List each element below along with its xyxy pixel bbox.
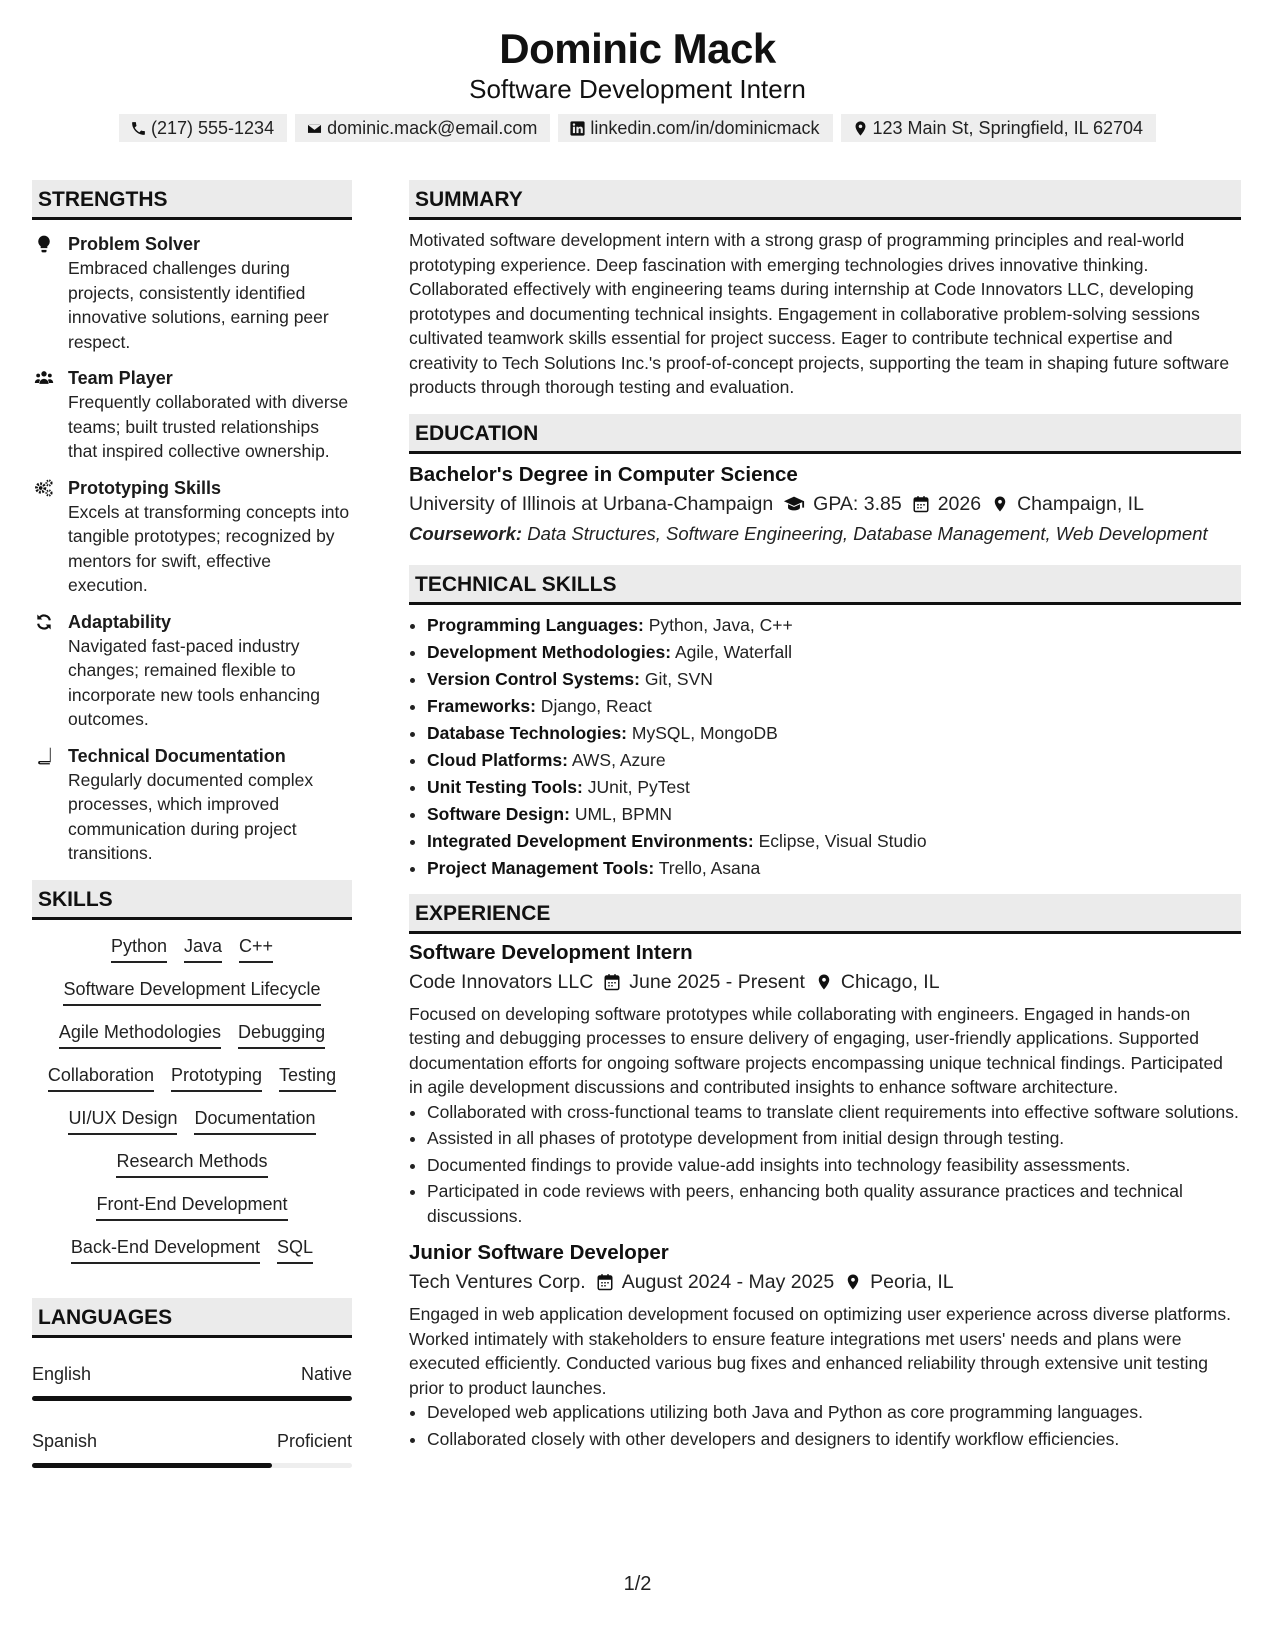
languages-list — [32, 1362, 352, 1468]
tech-skill-value: UML, BPMN — [569, 803, 673, 824]
map-pin-icon — [844, 1273, 862, 1291]
skill-tag: Collaboration — [48, 1063, 154, 1092]
strength-desc: Regularly documented complex processes, which improved communication during project transitions. — [68, 769, 314, 863]
strength-desc: Embraced challenges during projects, consistently identified innovative solutions, earning peer respect. — [68, 258, 329, 352]
experience-heading: EXPERIENCE — [409, 894, 1241, 934]
skill-tag: Debugging — [238, 1020, 325, 1049]
gpa-item — [783, 490, 902, 518]
linkedin-icon — [569, 120, 586, 137]
job-meta — [409, 968, 1241, 996]
job-bullets — [409, 1400, 1241, 1451]
map-pin-icon — [852, 120, 869, 137]
language-proficiency-fill — [32, 1463, 272, 1468]
skill-row — [32, 1020, 352, 1049]
skill-tag: Testing — [279, 1063, 336, 1092]
company-name: Tech Ventures Corp. — [409, 1271, 586, 1293]
tech-skill-label: Database Technologies: — [427, 722, 628, 743]
tech-skill-item — [427, 612, 1241, 639]
coursework-label: Coursework: — [409, 522, 523, 544]
tech-skill-label: Software Design: — [427, 803, 570, 824]
candidate-role: Software Development Intern — [469, 74, 806, 104]
summary-text: Motivated software development intern with a strong grasp of programming principles and real-world prototyping experience. Deep fascination with emerging technologies drives innovative thinking. Collaborated effectively with engineering teams during internship at Code Innovators LLC, developing prototypes and documenting technical insights. Engagement in collaborative problem-solving sessions cultivated teamwork skills essential for project success. Eager to contribute technical expertise and creativity to Tech Solutions Inc.'s proof-of-concept projects, supporting the team in shaping future software products through thorough testing and evaluation. — [409, 230, 1230, 397]
strength-title: Adaptability — [68, 611, 172, 632]
job-dates: August 2024 - May 2025 — [621, 1271, 835, 1293]
school-name: University of Illinois at Urbana-Champaign — [409, 492, 774, 515]
job-title: Software Development Intern — [409, 940, 693, 964]
language-name: English — [32, 1363, 92, 1384]
map-pin-icon — [815, 973, 833, 991]
coursework — [409, 522, 1241, 546]
users-icon — [32, 366, 56, 464]
job-title: Junior Software Developer — [409, 1241, 669, 1264]
skill-tag: Back-End Development — [71, 1235, 260, 1264]
job-summary: Engaged in web application development focused on optimizing user experience across diverse platforms. Worked intimately with stakeholders to ensure feature integrations met users' needs and plans were executed efficiently. Conducted various bug fixes and enhanced reliability through extensive unit testing prior to product launches. — [409, 1304, 1231, 1398]
technical-skills-list — [409, 612, 1241, 882]
skill-tag: Research Methods — [116, 1149, 267, 1178]
job-bullet: • Participated in code reviews with peers, enhancing both quality assurance practices and technical discussions. — [427, 1179, 1241, 1228]
strength-item — [32, 744, 352, 866]
skill-tag: Agile Methodologies — [59, 1020, 221, 1049]
job-dates-item — [603, 968, 805, 996]
candidate-name: Dominic Mack — [499, 25, 776, 72]
calendar-icon — [596, 1273, 614, 1291]
tech-skill-label: Version Control Systems: — [427, 668, 640, 689]
tech-skill-item — [427, 693, 1241, 720]
skill-row — [32, 1192, 352, 1221]
strengths-heading: STRENGTHS — [32, 180, 352, 220]
job-summary: Focused on developing software prototypes while collaborating with engineers. Engaged in hands-on testing and debugging processes to ensure delivery of engaging, user-friendly applications. Supported documentation efforts for ongoing software projects encompassing unique technical findings. Participated in agile development discussions and contributed insights to enhance software architecture. — [409, 1003, 1223, 1097]
tech-skill-value: Agile, Waterfall — [671, 641, 792, 662]
strength-title: Technical Documentation — [68, 745, 286, 766]
job-bullet: • Assisted in all phases of prototype development from initial design through testing. — [427, 1126, 1241, 1151]
skill-tag: Front-End Development — [96, 1192, 287, 1221]
job-bullet: • Collaborated with cross-functional teams to translate client requirements into effective software solutions. — [427, 1100, 1241, 1125]
tech-skill-item — [427, 639, 1241, 666]
school-location-item — [991, 490, 1144, 518]
grad-year: 2026 — [937, 492, 982, 515]
page-number: 1/2 — [623, 1573, 652, 1595]
strength-item — [32, 610, 352, 732]
skill-tag: Java — [184, 934, 222, 963]
tech-skill-item — [427, 747, 1241, 774]
tech-skill-label: Programming Languages: — [427, 614, 644, 635]
degree-title: Bachelor's Degree in Computer Science — [409, 462, 798, 486]
strength-desc: Frequently collaborated with diverse teams; built trusted relationships that inspired collective ownership. — [68, 392, 349, 461]
language-item — [32, 1429, 352, 1453]
job-dates: June 2025 - Present — [629, 970, 805, 993]
language-item — [32, 1362, 352, 1386]
skills-list — [32, 934, 352, 1264]
contact-address-text: 123 Main St, Springfield, IL 62704 — [872, 118, 1144, 138]
contact-email[interactable] — [295, 114, 550, 142]
job-bullets — [409, 1100, 1241, 1229]
tech-skill-value: Python, Java, C++ — [643, 614, 793, 635]
tech-skill-value: Git, SVN — [639, 668, 713, 689]
strengths-list — [32, 232, 352, 866]
skill-row — [32, 1063, 352, 1092]
skill-row — [32, 1149, 352, 1178]
tech-skill-value: Eclipse, Visual Studio — [753, 830, 927, 851]
contact-linkedin[interactable] — [558, 114, 832, 142]
language-proficiency-fill — [32, 1396, 352, 1401]
strength-item — [32, 366, 352, 464]
refresh-icon — [32, 610, 56, 732]
skill-row — [32, 1235, 352, 1264]
skill-tag: Prototyping — [171, 1063, 262, 1092]
skill-tag: UI/UX Design — [68, 1106, 177, 1135]
book-icon — [32, 744, 56, 866]
calendar-icon — [912, 495, 930, 513]
job-location: Chicago, IL — [840, 970, 940, 993]
summary-heading: SUMMARY — [409, 180, 1241, 220]
grad-year-item — [912, 490, 981, 518]
job-location-item — [815, 968, 940, 996]
resume-header — [0, 0, 1275, 142]
tech-skill-label: Project Management Tools: — [427, 857, 655, 878]
tech-skill-item — [427, 666, 1241, 693]
tech-skill-label: Development Methodologies: — [427, 641, 672, 662]
contact-address — [841, 114, 1157, 142]
calendar-icon — [603, 973, 621, 991]
education-meta — [409, 490, 1241, 518]
skill-tag: SQL — [277, 1235, 313, 1264]
tech-skill-value: Django, React — [535, 695, 652, 716]
job-location-item — [844, 1268, 953, 1296]
language-level: Proficient — [276, 1430, 352, 1451]
strength-desc: Excels at transforming concepts into tangible prototypes; recognized by mentors for swift, effective execution. — [68, 501, 350, 595]
skills-heading: SKILLS — [32, 880, 352, 920]
tech-skill-value: Trello, Asana — [654, 857, 761, 878]
skill-row — [32, 1106, 352, 1135]
language-proficiency-bar — [32, 1463, 352, 1468]
contact-email-text: dominic.mack@email.com — [327, 118, 538, 138]
tech-skill-label: Frameworks: — [427, 695, 536, 716]
language-name: Spanish — [32, 1430, 98, 1451]
gpa-text: GPA: 3.85 — [813, 492, 902, 515]
languages-heading: LANGUAGES — [32, 1298, 352, 1338]
gears-icon — [32, 476, 56, 598]
tech-skill-value: AWS, Azure — [567, 749, 666, 770]
language-proficiency-bar — [32, 1396, 352, 1401]
envelope-icon — [306, 120, 323, 137]
contact-phone-text: (217) 555-1234 — [150, 118, 275, 138]
strength-title: Problem Solver — [68, 234, 201, 254]
experience-entry — [409, 940, 1241, 1229]
tech-skill-label: Cloud Platforms: — [427, 749, 568, 770]
language-level: Native — [300, 1363, 352, 1384]
skill-row — [32, 934, 352, 963]
skill-tag: Software Development Lifecycle — [63, 977, 320, 1006]
right-column — [409, 180, 1241, 1451]
technical-skills-heading: TECHNICAL SKILLS — [409, 565, 1241, 605]
strength-desc: Navigated fast-paced industry changes; remained flexible to incorporate new tools enhancing outcomes. — [68, 635, 320, 729]
experience-entry — [409, 1240, 1241, 1451]
tech-skill-label: Integrated Development Environments: — [427, 830, 754, 851]
strength-item — [32, 232, 352, 354]
skill-tag: C++ — [239, 934, 273, 963]
phone-icon — [130, 120, 147, 137]
tech-skill-label: Unit Testing Tools: — [427, 776, 583, 797]
strength-title: Prototyping Skills — [68, 477, 222, 498]
lightbulb-icon — [32, 232, 56, 354]
strength-title: Team Player — [68, 368, 173, 388]
education-entry — [409, 462, 1241, 546]
tech-skill-item — [427, 801, 1241, 828]
strength-item — [32, 476, 352, 598]
job-bullet: • Developed web applications utilizing both Java and Python as core programming languages. — [427, 1400, 1241, 1425]
map-pin-icon — [991, 495, 1009, 513]
graduation-cap-icon — [783, 493, 805, 515]
contact-bar — [0, 114, 1275, 142]
skill-tag: Documentation — [194, 1106, 315, 1135]
tech-skill-item — [427, 855, 1241, 882]
job-location: Peoria, IL — [870, 1271, 954, 1293]
tech-skill-value: JUnit, PyTest — [582, 776, 690, 797]
tech-skill-value: MySQL, MongoDB — [627, 722, 778, 743]
tech-skill-item — [427, 828, 1241, 855]
coursework-list: Data Structures, Software Engineering, Database Management, Web Development — [522, 522, 1208, 544]
tech-skill-item — [427, 720, 1241, 747]
job-bullet: • Collaborated closely with other developers and designers to identify workflow efficiencies. — [427, 1427, 1241, 1452]
skill-row — [32, 977, 352, 1006]
company-name: Code Innovators LLC — [409, 970, 594, 993]
skill-tag: Python — [111, 934, 167, 963]
education-heading: EDUCATION — [409, 414, 1241, 454]
contact-phone[interactable] — [119, 114, 287, 142]
tech-skill-item — [427, 774, 1241, 801]
job-bullet: • Documented findings to provide value-add insights into technology feasibility assessments. — [427, 1153, 1241, 1178]
left-column — [32, 180, 352, 1496]
contact-linkedin-text: linkedin.com/in/dominicmack — [590, 118, 820, 138]
job-meta — [409, 1268, 1241, 1296]
job-dates-item — [596, 1268, 834, 1296]
school-location: Champaign, IL — [1017, 492, 1144, 515]
